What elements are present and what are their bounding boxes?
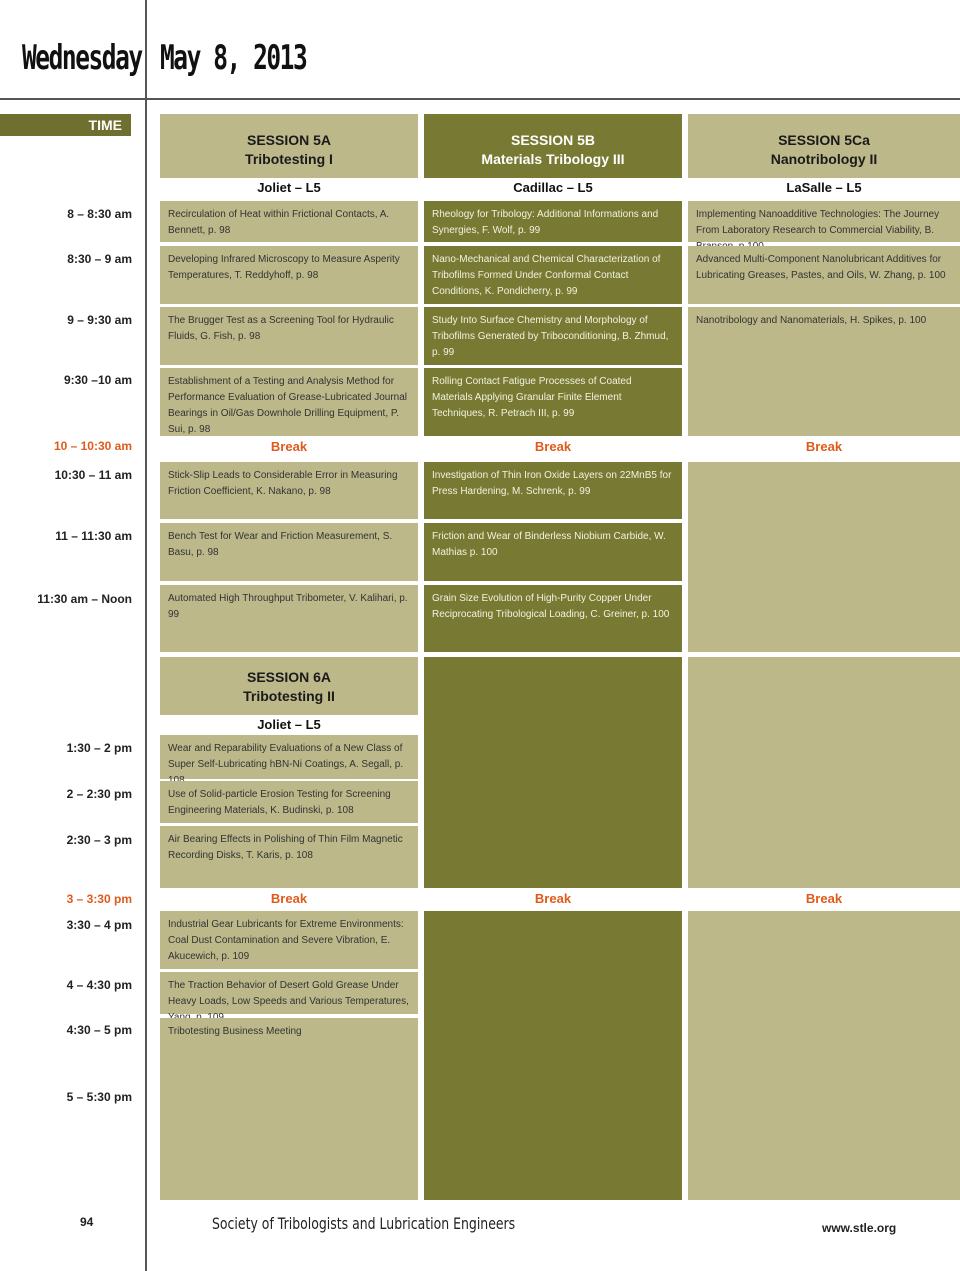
header-divider — [0, 98, 960, 100]
session-code: SESSION 5Ca — [778, 132, 870, 148]
empty-cell — [424, 911, 682, 1200]
time-slot-break: 10 – 10:30 am — [53, 439, 132, 453]
talk-cell: Rolling Contact Fatigue Processes of Coated Materials Applying Granular Finite Element Techniques, R. Petrach III, p. 99 — [424, 368, 682, 436]
talk-cell: Use of Solid-particle Erosion Testing for Screening Engineering Materials, K. Budinski, p. 108 — [160, 781, 418, 823]
talk-cell: Recirculation of Heat within Frictional Contacts, A. Bennett, p. 98 — [160, 201, 418, 242]
break-label: Break — [534, 439, 572, 454]
vertical-divider — [145, 0, 147, 1271]
talk-cell: Investigation of Thin Iron Oxide Layers on 22MnB5 for Press Hardening, M. Schrenk, p. 99 — [424, 462, 682, 519]
talk-cell: Nanotribology and Nanomaterials, H. Spikes, p. 100 — [688, 307, 960, 436]
empty-cell — [688, 911, 960, 1200]
session-title: Tribotesting I — [245, 151, 333, 167]
website-link[interactable]: www.stle.org — [822, 1221, 897, 1235]
empty-cell — [424, 657, 682, 888]
talk-cell: Bench Test for Wear and Friction Measurement, S. Basu, p. 98 — [160, 523, 418, 581]
time-slot: 4:30 – 5 pm — [66, 1023, 132, 1037]
break-label: Break — [534, 891, 572, 906]
break-label: Break — [805, 891, 843, 906]
time-slot-break: 3 – 3:30 pm — [66, 892, 132, 906]
talk-cell: The Traction Behavior of Desert Gold Grease Under Heavy Loads, Low Speeds and Various Temperatures, — [160, 972, 418, 1014]
time-slot: 4 – 4:30 pm — [66, 978, 132, 992]
room-label: Joliet – L5 — [257, 180, 321, 195]
session-6a-header — [160, 657, 418, 715]
session-title: Materials Tribology III — [481, 151, 625, 167]
talk-cell: Implementing Nanoadditive Technologies: The Journey From Laboratory Research to Commercial Viability, B. — [688, 201, 960, 242]
time-slot: 1:30 – 2 pm — [66, 741, 132, 755]
break-label: Break — [805, 439, 843, 454]
time-slot: 8 – 8:30 am — [67, 207, 132, 221]
talk-cell: Advanced Multi-Component Nanolubricant Additives for Lubricating Greases, Pastes, and Oils, W. Zhang, p. 100 — [688, 246, 960, 304]
talk-cell: Nano-Mechanical and Chemical Characterization of Tribofilms Formed Under Conformal Contact Conditions, K. Pondicherry, p. 99 — [424, 246, 682, 304]
time-label: TIME — [0, 114, 131, 136]
talk-cell: Developing Infrared Microscopy to Measure Asperity Temperatures, T. Reddyhoff, p. 98 — [160, 246, 418, 304]
session-5ca-header — [688, 114, 960, 178]
talk-cell: Industrial Gear Lubricants for Extreme Environments: Coal Dust Contamination and Severe Vibration, E. Akucewich, p. 109 — [160, 911, 418, 969]
talk-cell: The Brugger Test as a Screening Tool for Hydraulic Fluids, G. Fish, p. 98 — [160, 307, 418, 365]
talk-cell: Air Bearing Effects in Polishing of Thin Film Magnetic Recording Disks, T. Karis, p. 108 — [160, 826, 418, 888]
session-5b-header — [424, 114, 682, 178]
time-slot: 8:30 – 9 am — [67, 252, 132, 266]
session-code: SESSION 5A — [246, 132, 332, 148]
time-slot: 9 – 9:30 am — [67, 313, 132, 327]
time-slot: 11 – 11:30 am — [55, 529, 132, 543]
time-slot: 2 – 2:30 pm — [66, 787, 132, 801]
session-title: Nanotribology II — [770, 151, 878, 167]
talk-cell: Automated High Throughput Tribometer, V. Kalihari, p. 99 — [160, 585, 418, 652]
talk-cell: Friction and Wear of Binderless Niobium Carbide, W. Mathias p. 100 — [424, 523, 682, 581]
day-title: Wednesday — [22, 38, 142, 78]
talk-cell: Rheology for Tribology: Additional Informations and Synergies, F. Wolf, p. 99 — [424, 201, 682, 242]
time-slot: 10:30 – 11 am — [54, 468, 132, 482]
time-slot: 2:30 – 3 pm — [66, 833, 132, 847]
talk-cell: Grain Size Evolution of High-Purity Copper Under Reciprocating Tribological Loading, C. Greiner, p. 100 — [424, 585, 682, 652]
time-slot: 11:30 am – Noon — [37, 592, 132, 606]
talk-cell: Wear and Reparability Evaluations of a New Class of Super Self-Lubricating hBN-Ni Coatings, A. Segall, p. — [160, 735, 418, 779]
page-number: 94 — [80, 1215, 94, 1229]
break-label: Break — [270, 439, 308, 454]
room-label: Joliet – L5 — [257, 717, 321, 732]
session-5a-header — [160, 114, 418, 178]
empty-cell — [688, 657, 960, 888]
break-label: Break — [270, 891, 308, 906]
empty-cell — [688, 462, 960, 652]
talk-cell: Stick-Slip Leads to Considerable Error in Measuring Friction Coefficient, K. Nakano, p. 98 — [160, 462, 418, 519]
room-label: LaSalle – L5 — [786, 180, 862, 195]
talk-cell: Establishment of a Testing and Analysis Method for Performance Evaluation of Grease-Lubricated Journal Bearings in Oil/Gas Downhole Drilling Equipment, P. Sui, p. 98 — [160, 368, 418, 436]
society-name: Society of Tribologists and Lubrication Engineers — [212, 1214, 516, 1233]
session-code: SESSION 5B — [510, 132, 596, 148]
time-slot: 9:30 –10 am — [63, 373, 132, 387]
session-code: SESSION 6A — [246, 669, 332, 685]
talk-cell: Study Into Surface Chemistry and Morphology of Tribofilms Generated by Triboconditioning, B. Zhmud, p. 99 — [424, 307, 682, 365]
room-label: Cadillac – L5 — [513, 180, 593, 195]
talk-cell: Tribotesting Business Meeting — [160, 1018, 418, 1200]
time-slot: 3:30 – 4 pm — [66, 918, 132, 932]
date-title: May 8, 2013 — [160, 38, 307, 78]
time-slot: 5 – 5:30 pm — [66, 1090, 132, 1104]
session-title: Tribotesting II — [243, 688, 335, 704]
